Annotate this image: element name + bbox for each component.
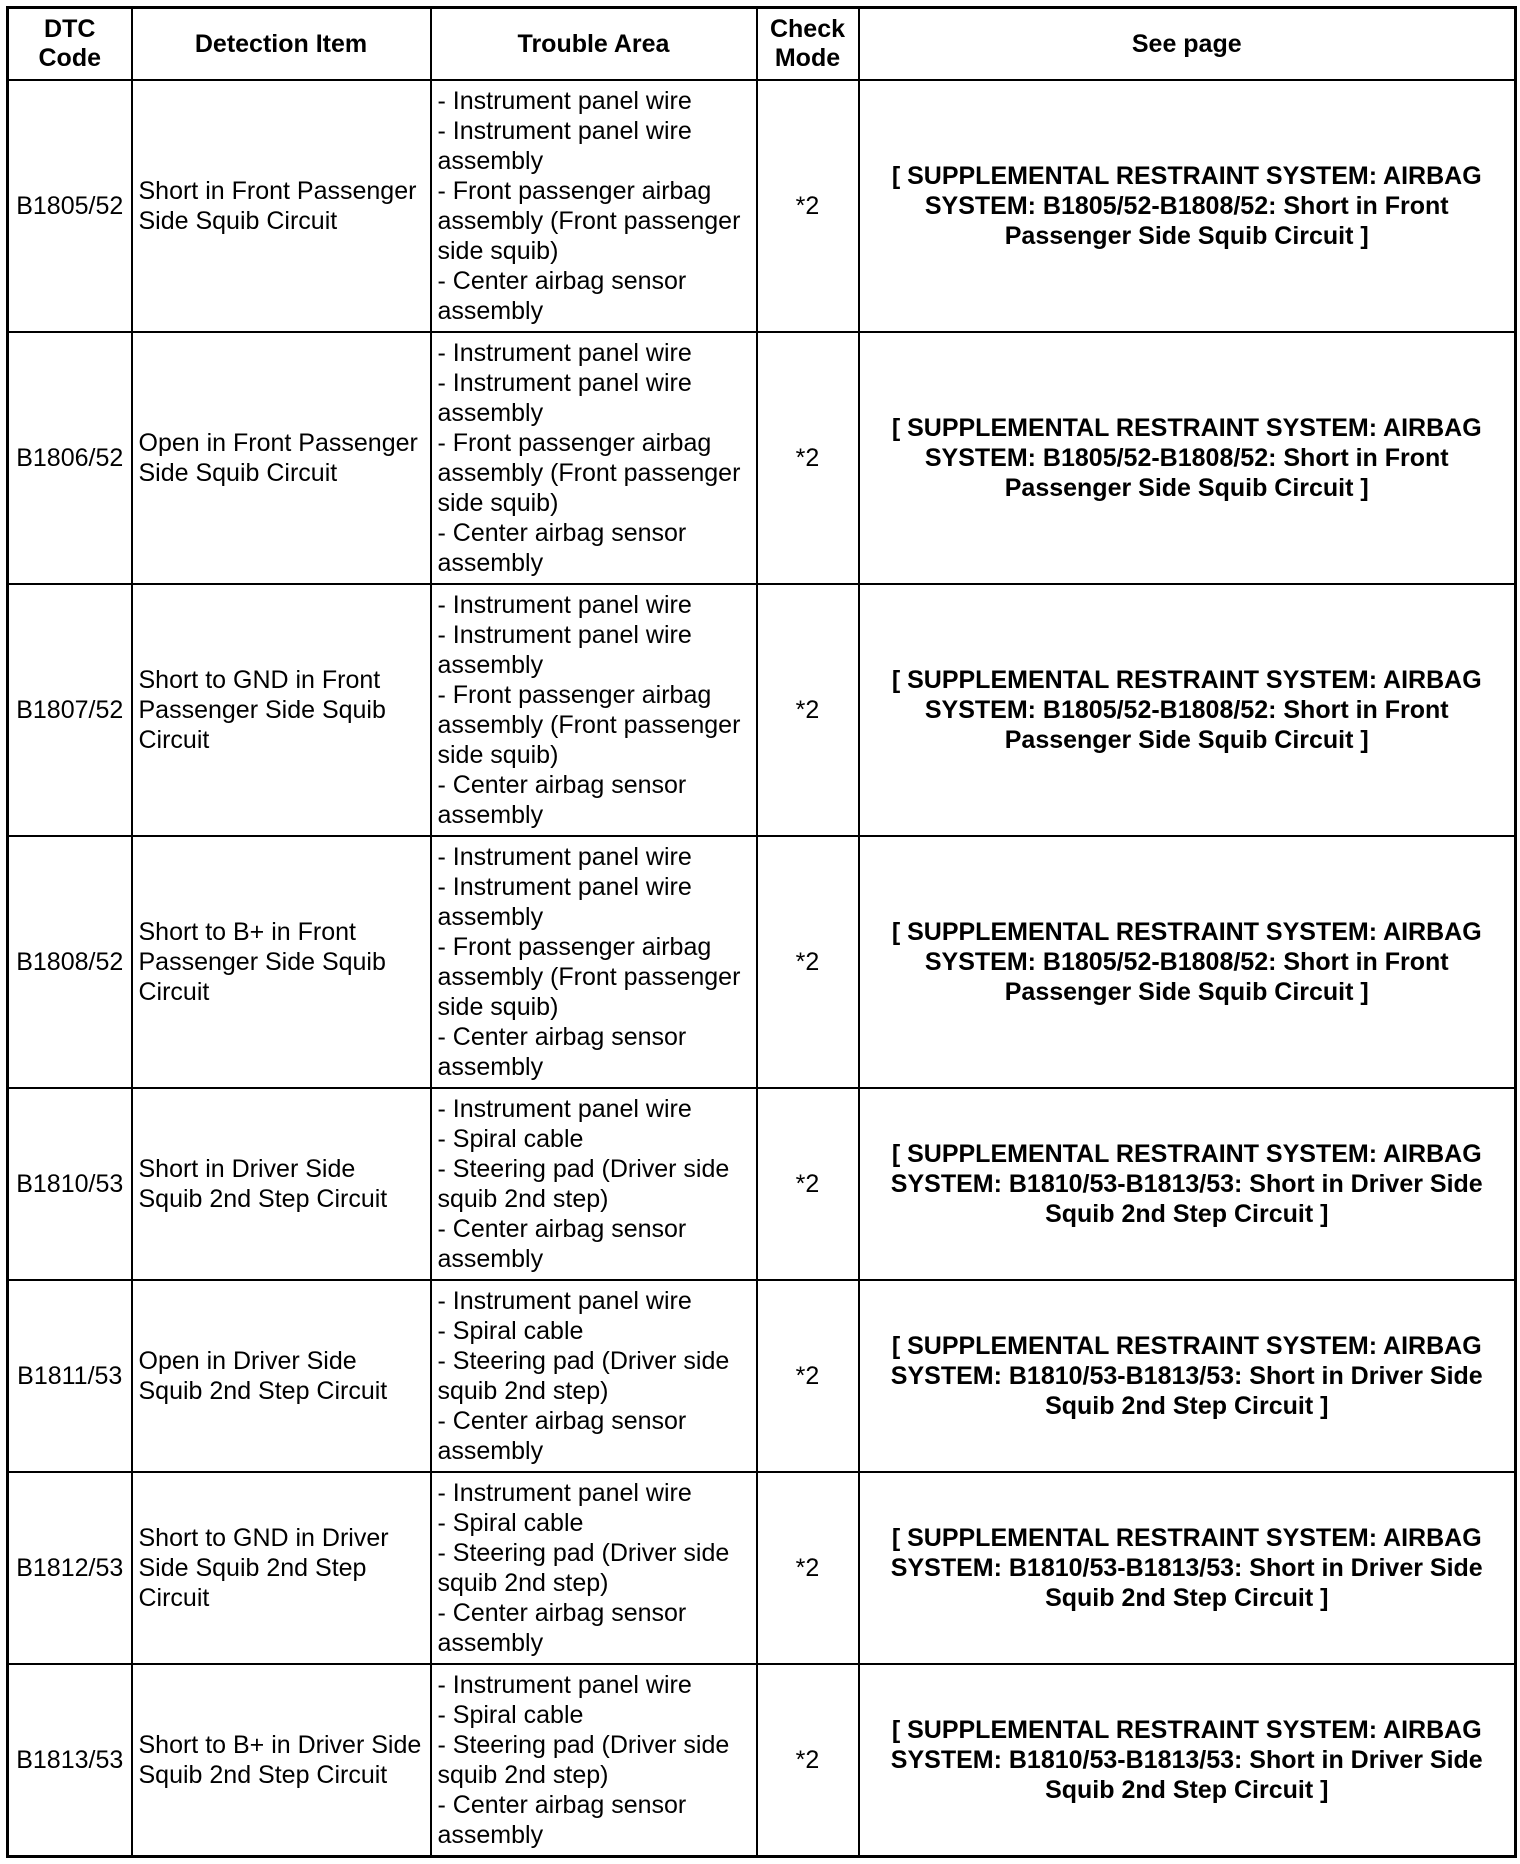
check-mode-cell: *2 [757, 1664, 859, 1856]
see-page-link[interactable]: [ SUPPLEMENTAL RESTRAINT SYSTEM: AIRBAG SYSTEM: B1805/52-B1808/52: Short in Front Passenger Side Squib Circuit ] [891, 918, 1482, 1007]
table-row [8, 1664, 1516, 1856]
trouble-area-cell [431, 584, 757, 836]
table-row [8, 80, 1516, 332]
trouble-area-item: - Center airbag sensor assembly [437, 1023, 687, 1082]
table-row [8, 836, 1516, 1088]
check-mode-cell: *2 [757, 836, 859, 1088]
check-mode-cell: *2 [757, 80, 859, 332]
detection-item-cell: Short to GND in Front Passenger Side Squib Circuit [132, 584, 431, 836]
table-row [8, 584, 1516, 836]
see-page-link[interactable]: [ SUPPLEMENTAL RESTRAINT SYSTEM: AIRBAG SYSTEM: B1805/52-B1808/52: Short in Front Passenger Side Squib Circuit ] [891, 666, 1482, 755]
detection-item-cell: Short in Front Passenger Side Squib Circuit [132, 80, 431, 332]
trouble-area-item: - Spiral cable [437, 1701, 584, 1730]
trouble-area-cell [431, 1088, 757, 1280]
trouble-area-item: - Center airbag sensor assembly [437, 1791, 687, 1850]
detection-item-cell: Short in Driver Side Squib 2nd Step Circuit [132, 1088, 431, 1280]
table-row [8, 1088, 1516, 1280]
check-mode-cell: *2 [757, 584, 859, 836]
trouble-area-item: - Instrument panel wire [437, 87, 692, 116]
trouble-area-item: - Center airbag sensor assembly [437, 1407, 687, 1466]
header-dtc-code: DTC Code [8, 8, 132, 81]
dtc-code-cell: B1807/52 [8, 584, 132, 836]
see-page-cell [859, 1664, 1516, 1856]
table-row [8, 1472, 1516, 1664]
see-page-cell [859, 1280, 1516, 1472]
detection-item-cell: Open in Front Passenger Side Squib Circuit [132, 332, 431, 584]
trouble-area-cell [431, 80, 757, 332]
table-header-row [8, 8, 1516, 81]
header-see-page: See page [859, 8, 1516, 81]
trouble-area-item: - Front passenger airbag assembly (Front passenger side squib) [437, 177, 741, 266]
check-mode-cell: *2 [757, 1472, 859, 1664]
trouble-area-item: - Spiral cable [437, 1509, 584, 1538]
trouble-area-item: - Instrument panel wire [437, 843, 692, 872]
trouble-area-item: - Instrument panel wire [437, 1671, 692, 1700]
trouble-area-item: - Steering pad (Driver side squib 2nd step) [437, 1731, 730, 1790]
trouble-area-item: - Instrument panel wire assembly [437, 117, 692, 176]
dtc-code-cell: B1811/53 [8, 1280, 132, 1472]
trouble-area-cell [431, 836, 757, 1088]
trouble-area-item: - Steering pad (Driver side squib 2nd step) [437, 1347, 730, 1406]
trouble-area-cell [431, 1280, 757, 1472]
trouble-area-item: - Center airbag sensor assembly [437, 1599, 687, 1658]
trouble-area-item: - Center airbag sensor assembly [437, 267, 687, 326]
trouble-area-item: - Instrument panel wire [437, 1095, 692, 1124]
trouble-area-item: - Spiral cable [437, 1125, 584, 1154]
see-page-link[interactable]: [ SUPPLEMENTAL RESTRAINT SYSTEM: AIRBAG SYSTEM: B1805/52-B1808/52: Short in Front Passenger Side Squib Circuit ] [891, 162, 1482, 251]
trouble-area-item: - Center airbag sensor assembly [437, 771, 687, 830]
see-page-link[interactable]: [ SUPPLEMENTAL RESTRAINT SYSTEM: AIRBAG SYSTEM: B1810/53-B1813/53: Short in Driver Side Squib 2nd Step Circuit ] [890, 1716, 1483, 1805]
see-page-link[interactable]: [ SUPPLEMENTAL RESTRAINT SYSTEM: AIRBAG SYSTEM: B1810/53-B1813/53: Short in Driver Side Squib 2nd Step Circuit ] [890, 1524, 1483, 1613]
check-mode-cell: *2 [757, 1280, 859, 1472]
dtc-code-cell: B1808/52 [8, 836, 132, 1088]
trouble-area-item: - Center airbag sensor assembly [437, 519, 687, 578]
dtc-code-cell: B1810/53 [8, 1088, 132, 1280]
dtc-code-cell: B1805/52 [8, 80, 132, 332]
table-body [8, 80, 1516, 1857]
trouble-area-item: - Front passenger airbag assembly (Front passenger side squib) [437, 933, 741, 1022]
trouble-area-cell [431, 1664, 757, 1856]
see-page-cell [859, 1088, 1516, 1280]
detection-item-cell: Short to B+ in Driver Side Squib 2nd Step Circuit [132, 1664, 431, 1856]
detection-item-cell: Short to B+ in Front Passenger Side Squib Circuit [132, 836, 431, 1088]
check-mode-cell: *2 [757, 332, 859, 584]
trouble-area-item: - Spiral cable [437, 1317, 584, 1346]
table-row [8, 332, 1516, 584]
see-page-cell [859, 80, 1516, 332]
trouble-area-item: - Instrument panel wire assembly [437, 873, 692, 932]
see-page-link[interactable]: [ SUPPLEMENTAL RESTRAINT SYSTEM: AIRBAG SYSTEM: B1810/53-B1813/53: Short in Driver Side Squib 2nd Step Circuit ] [890, 1332, 1483, 1421]
trouble-area-item: - Steering pad (Driver side squib 2nd step) [437, 1539, 730, 1598]
dtc-code-cell: B1813/53 [8, 1664, 132, 1856]
trouble-area-item: - Front passenger airbag assembly (Front passenger side squib) [437, 429, 741, 518]
see-page-cell [859, 1472, 1516, 1664]
dtc-code-cell: B1812/53 [8, 1472, 132, 1664]
trouble-area-cell [431, 332, 757, 584]
detection-item-cell: Open in Driver Side Squib 2nd Step Circuit [132, 1280, 431, 1472]
trouble-area-item: - Instrument panel wire assembly [437, 369, 692, 428]
dtc-code-cell: B1806/52 [8, 332, 132, 584]
trouble-area-item: - Steering pad (Driver side squib 2nd step) [437, 1155, 730, 1214]
see-page-link[interactable]: [ SUPPLEMENTAL RESTRAINT SYSTEM: AIRBAG SYSTEM: B1805/52-B1808/52: Short in Front Passenger Side Squib Circuit ] [891, 414, 1482, 503]
see-page-cell [859, 584, 1516, 836]
header-trouble-area: Trouble Area [431, 8, 757, 81]
check-mode-cell: *2 [757, 1088, 859, 1280]
trouble-area-item: - Instrument panel wire [437, 339, 692, 368]
see-page-link[interactable]: [ SUPPLEMENTAL RESTRAINT SYSTEM: AIRBAG SYSTEM: B1810/53-B1813/53: Short in Driver Side Squib 2nd Step Circuit ] [890, 1140, 1483, 1229]
see-page-cell [859, 836, 1516, 1088]
see-page-cell [859, 332, 1516, 584]
table-row [8, 1280, 1516, 1472]
trouble-area-item: - Instrument panel wire [437, 591, 692, 620]
header-check-mode: Check Mode [757, 8, 859, 81]
trouble-area-item: - Instrument panel wire [437, 1479, 692, 1508]
detection-item-cell: Short to GND in Driver Side Squib 2nd Step Circuit [132, 1472, 431, 1664]
trouble-area-item: - Front passenger airbag assembly (Front passenger side squib) [437, 681, 741, 770]
dtc-table [6, 6, 1517, 1858]
trouble-area-item: - Instrument panel wire [437, 1287, 692, 1316]
trouble-area-cell [431, 1472, 757, 1664]
trouble-area-item: - Center airbag sensor assembly [437, 1215, 687, 1274]
header-detection-item: Detection Item [132, 8, 431, 81]
trouble-area-item: - Instrument panel wire assembly [437, 621, 692, 680]
